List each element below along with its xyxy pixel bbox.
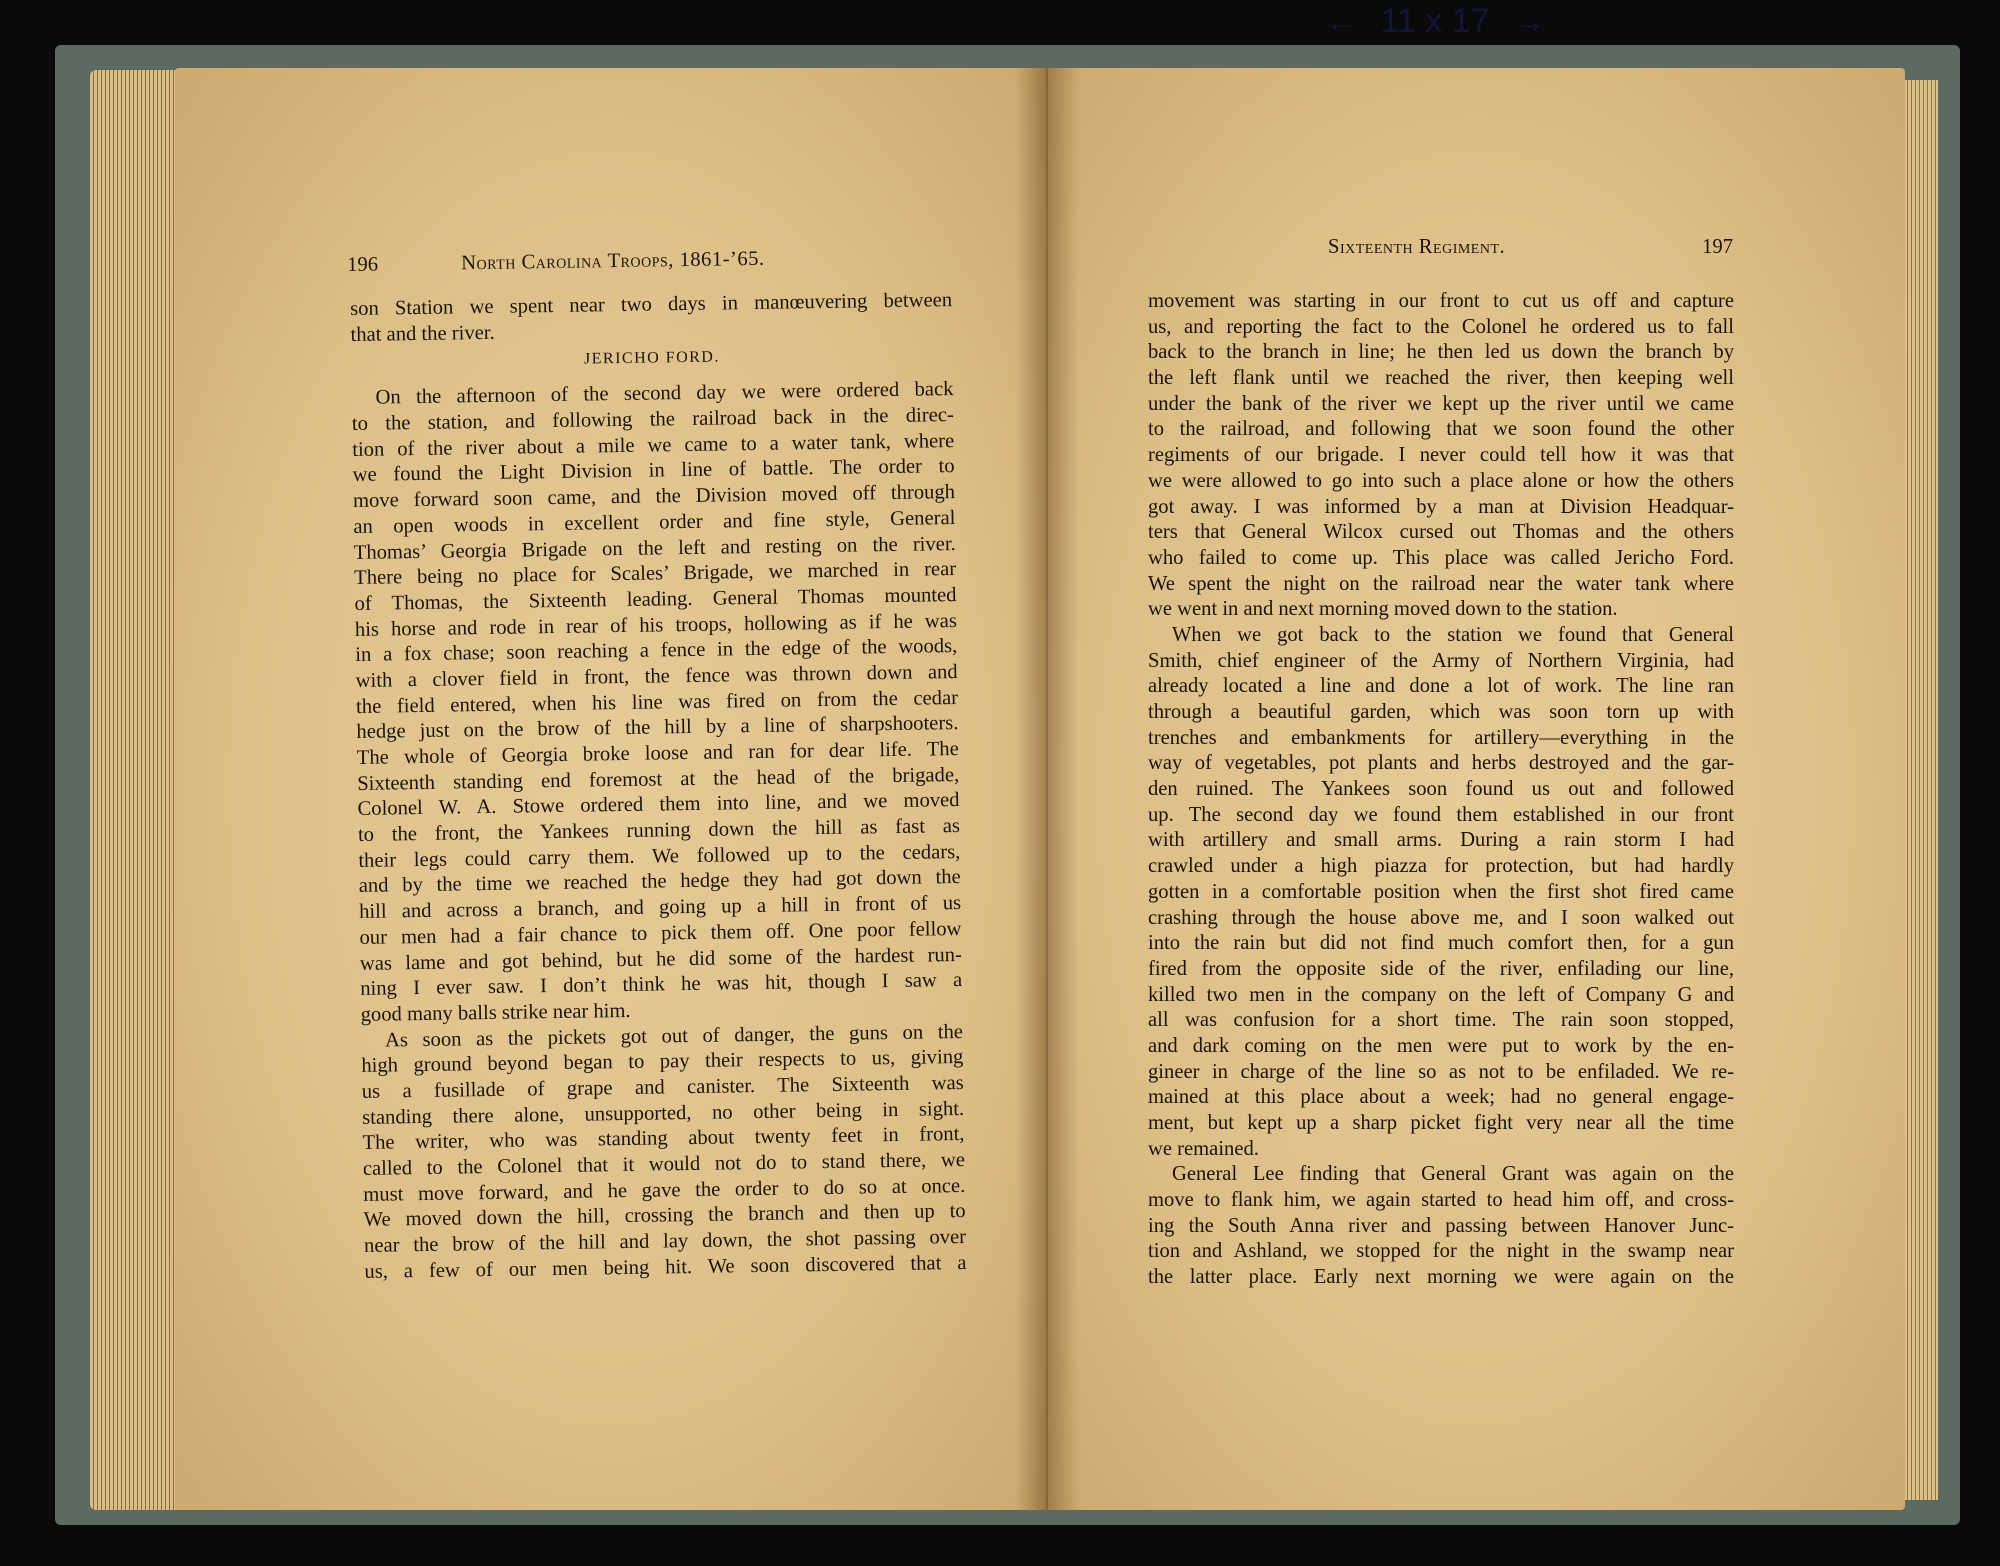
text-line: There being no place for Scales’ Brigade, we marched in rear [354, 558, 957, 590]
text-line: up. The second day we found them established in our front [1148, 803, 1734, 826]
text-line: move to flank him, we again started to head him off, and cross- [1148, 1189, 1734, 1212]
text-line: we found the Light Division in line of battle. The order to [352, 455, 955, 487]
text-line: in a fox chase; soon reaching a fence in the edge of the woods, [355, 635, 958, 667]
text-line: fired from the opposite side of the river, enfilading our line, [1148, 957, 1734, 980]
page-size-overlay [1245, 0, 1625, 42]
section-heading: JERICHO FORD. [583, 348, 721, 368]
text-line: the left flank until we reached the river, then keeping well [1148, 367, 1734, 390]
text-line: back to the branch in line; he then led us down the branch by [1148, 341, 1734, 364]
left-page-body [350, 288, 967, 1285]
text-line: called to the Colonel that it would not do to stand there, we [362, 1148, 966, 1180]
left-page-number: 196 [347, 253, 379, 276]
text-line: the field entered, when his line was fired on from the cedar [355, 686, 959, 718]
text-line: to the station, and following the railroad back in the direc- [351, 404, 954, 436]
text-line: On the afternoon of the second day we were ordered back [375, 378, 954, 410]
text-line: gotten in a comfortable position when the first shot fired came [1148, 880, 1734, 903]
text-line: movement was starting in our front to cut us off and capture [1148, 290, 1734, 312]
text-line: under the bank of the river we kept up the river until we came [1148, 392, 1734, 415]
text-line: Smith, chief engineer of the Army of Northern Virginia, had [1148, 649, 1734, 672]
text-line: We spent the night on the railroad near the water tank where [1148, 572, 1734, 595]
text-line: regiments of our brigade. I never could tell how it was that [1148, 444, 1734, 467]
text-line: killed two men in the company on the left of Company G and [1148, 983, 1734, 1006]
text-line: and dark coming on the men were put to work by the en- [1148, 1034, 1734, 1057]
text-line: must move forward, and he gave the order to do so at once. [363, 1174, 966, 1206]
right-page-body [1148, 289, 1734, 1291]
text-line: his horse and rode in rear of his troops, hollowing as if he was [354, 609, 958, 641]
text-line: near the brow of the hill and lay down, the shot passing over [363, 1226, 967, 1257]
text-line: hill and across a branch, and going up a hill in front of us [358, 892, 962, 924]
right-page-header [1328, 236, 1733, 259]
right-page-number: 197 [1702, 236, 1733, 258]
text-line: that and the river. [350, 321, 495, 346]
text-line: gineer in charge of the line so as not to be enfiladed. We re- [1148, 1060, 1734, 1083]
text-line: already located a line and done a lot of work. The line ran [1148, 675, 1734, 698]
left-running-head: North Carolina Troops, 1861-’65. [461, 247, 765, 275]
text-line: standing there alone, unsupported, no other being in sight. [362, 1097, 965, 1129]
text-line: into the rain but did not find much comfort then, for a gun [1148, 932, 1734, 955]
text-line: with a clover field in front, the fence was thrown down and [355, 660, 958, 692]
text-line: the latter place. Early next morning we were again on the [1148, 1266, 1734, 1289]
text-line: their legs could carry them. We followed up to the cedars, [358, 840, 961, 872]
text-line: Thomas’ Georgia Brigade on the left and resting on the river. [353, 532, 956, 564]
text-line: tion and Ashland, we stopped for the night in the swamp near [1148, 1240, 1734, 1263]
text-line: crashing through the house above me, and I soon walked out [1148, 906, 1734, 929]
text-line: move forward soon came, and the Division moved off through [352, 481, 956, 513]
text-line: hedge just on the brow of the hill by a line of sharpshooters. [356, 712, 959, 744]
text-line: us, and reporting the fact to the Colonel he ordered us to fall [1148, 315, 1734, 338]
text-line: The whole of Georgia broke loose and ran for dear life. The [356, 738, 959, 769]
text-line: with artillery and small arms. During a rain storm I had [1148, 829, 1734, 852]
text-line: tion of the river about a mile we came to a water tank, where [352, 429, 955, 461]
text-line: was lame and got behind, but he did some of the hardest run- [359, 943, 962, 975]
text-line: ing the South Anna river and passing between Hanover Junc- [1148, 1214, 1734, 1237]
text-line: crawled under a high piazza for protection, but had hardly [1148, 855, 1734, 878]
text-line: we were allowed to go into such a place alone or how the others [1148, 469, 1734, 492]
text-line: of Thomas, the Sixteenth leading. General Thomas mounted [354, 583, 957, 615]
page-edges-left [90, 70, 185, 1510]
text-line: den ruined. The Yankees soon found us out and followed [1148, 778, 1734, 801]
text-line: ment, but kept up a sharp picket fight very near all the time [1148, 1112, 1734, 1134]
text-line: ning I ever saw. I don’t think he was hit, though I saw a [360, 969, 963, 1001]
text-line: us a fusillade of grape and canister. The Sixteenth was [361, 1071, 964, 1103]
text-line: When we got back to the station we found that General [1172, 623, 1734, 646]
text-line: through a beautiful garden, which was soon torn up with [1148, 701, 1734, 723]
text-line: son Station we spent near two days in manœuvering between [350, 289, 953, 320]
text-line: who failed to come up. This place was called Jericho Ford. [1148, 546, 1734, 569]
text-line: high ground beyond began to pay their respects to us, giving [361, 1046, 964, 1078]
text-line: good many balls strike near him. [360, 999, 631, 1026]
text-line: Colonel W. A. Stowe ordered them into line, and we moved [357, 789, 960, 821]
text-line: We moved down the hill, crossing the branch and then up to [363, 1200, 966, 1232]
text-line: to the railroad, and following that we soon found the other [1148, 418, 1734, 441]
book-gutter [1015, 68, 1079, 1510]
text-line: we remained. [1148, 1137, 1259, 1160]
text-line: Sixteenth standing end foremost at the head of the brigade, [357, 763, 960, 795]
text-line: to the front, the Yankees running down the hill as fast as [357, 815, 961, 847]
text-line: General Lee finding that General Grant was again on the [1172, 1163, 1734, 1186]
text-line: all was confusion for a short time. The rain soon stopped, [1148, 1009, 1734, 1032]
text-line: way of vegetables, pot plants and herbs destroyed and the gar- [1148, 752, 1734, 775]
text-line: an open woods in excellent order and fine style, General [353, 506, 956, 538]
text-line: ters that General Wilcox cursed out Thomas and the others [1148, 521, 1734, 544]
page-size-label: 11 x 17 [1380, 1, 1490, 40]
text-line: mained at this place about a week; had no general engage- [1148, 1086, 1734, 1109]
text-line: us, a few of our men being hit. We soon discovered that a [364, 1251, 967, 1283]
left-arrow-icon: ← [1324, 1, 1359, 40]
text-line: The writer, who was standing about twenty feet in front, [362, 1123, 965, 1155]
text-line: we went in and next morning moved down to the station. [1148, 598, 1618, 621]
text-line: As soon as the pickets got out of danger, the guns on the [384, 1020, 964, 1052]
text-line: got away. I was informed by a man at Division Headquar- [1148, 495, 1734, 518]
text-line: and by the time we reached the hedge they had got down the [358, 866, 961, 898]
text-line: our men had a fair chance to pick them off. One poor fellow [359, 917, 962, 949]
page-edges-right [1900, 80, 1938, 1500]
text-line: trenches and embankments for artillery—everything in the [1148, 726, 1734, 749]
right-running-head: Sixteenth Regiment. [1328, 236, 1506, 258]
right-arrow-icon: → [1511, 1, 1546, 40]
